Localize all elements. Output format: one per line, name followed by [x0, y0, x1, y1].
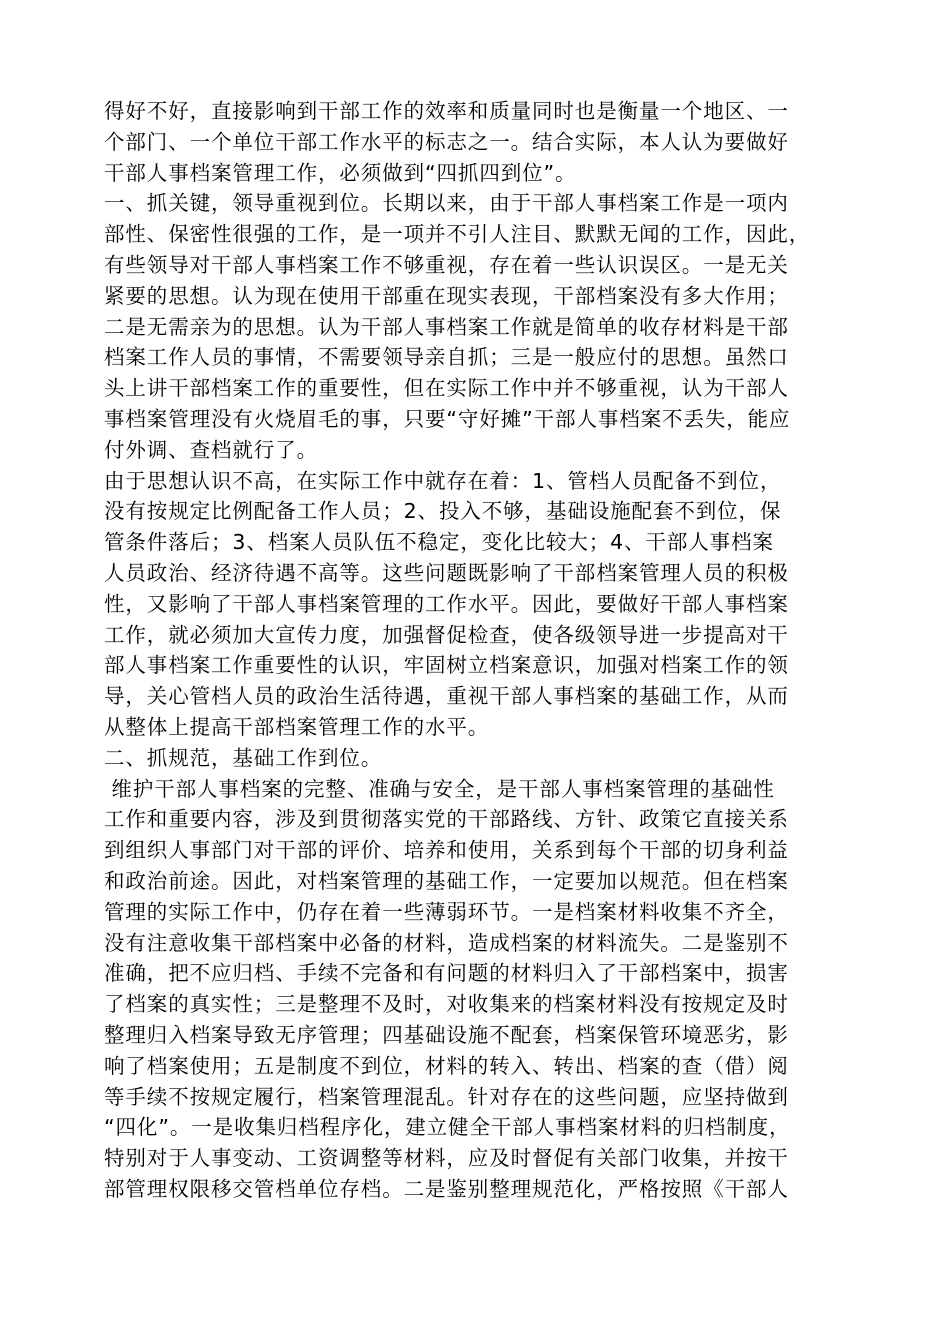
text-line: 由于思想认识不高，在实际工作中就存在着：1、管档人员配备不到位，	[104, 468, 782, 493]
text-line: 工作和重要内容，涉及到贯彻落实党的干部路线、方针、政策它直接关系	[104, 807, 789, 832]
text-line: 响了档案使用；五是制度不到位，材料的转入、转出、档案的查（借）阅	[104, 1053, 789, 1078]
text-line: 得好不好，直接影响到干部工作的效率和质量同时也是衡量一个地区、一	[104, 99, 789, 123]
text-line: “四化”。一是收集归档程序化，建立健全干部人事档案材料的归档制度，	[104, 1115, 791, 1140]
text-line: 事档案管理没有火烧眉毛的事，只要“守好摊”干部人事档案不丢失，能应	[104, 406, 791, 431]
text-line: 部管理权限移交管档单位存档。二是鉴别整理规范化，严格按照《干部人	[104, 1176, 789, 1201]
text-line: 付外调、查档就行了。	[104, 437, 318, 462]
text-line: 紧要的思想。认为现在使用干部重在现实表现，干部档案没有多大作用；	[104, 283, 789, 308]
text-line: 维护干部人事档案的完整、准确与安全，是干部人事档案管理的基础性	[104, 776, 775, 801]
text-line: 有些领导对干部人事档案工作不够重视，存在着一些认识误区。一是无关	[104, 252, 789, 277]
text-line: 管理的实际工作中，仍存在着一些薄弱环节。一是档案材料收集不齐全，	[104, 899, 789, 924]
text-line: 没有按规定比例配备工作人员；2、投入不够，基础设施配套不到位，保	[104, 499, 782, 524]
text-line: 没有注意收集干部档案中必备的材料，造成档案的材料流失。二是鉴别不	[104, 930, 789, 955]
text-line: 准确，把不应归档、手续不完备和有问题的材料归入了干部档案中，损害	[104, 961, 789, 986]
text-line: 导，关心管档人员的政治生活待遇，重视干部人事档案的基础工作，从而	[104, 684, 789, 709]
text-line: 档案工作人员的事情，不需要领导亲自抓；三是一般应付的思想。虽然口	[104, 345, 789, 370]
text-line: 等手续不按规定履行，档案管理混乱。针对存在的这些问题，应坚持做到	[104, 1084, 789, 1109]
text-line: 二是无需亲为的思想。认为干部人事档案工作就是简单的收存材料是干部	[104, 314, 789, 339]
text-line: 管条件落后；3、档案人员队伍不稳定，变化比较大；4、干部人事档案	[104, 530, 774, 555]
text-line: 个部门、一个单位干部工作水平的标志之一。结合实际，本人认为要做好	[104, 129, 789, 154]
text-line: 到组织人事部门对干部的评价、培养和使用，关系到每个干部的切身利益	[104, 838, 789, 863]
text-line: 了档案的真实性；三是整理不及时，对收集来的档案材料没有按规定及时	[104, 992, 789, 1017]
text-line: 从整体上提高干部档案管理工作的水平。	[104, 714, 490, 739]
text-line: 部人事档案工作重要性的认识，牢固树立档案意识，加强对档案工作的领	[104, 653, 789, 678]
text-line: 特别对于人事变动、工资调整等材料，应及时督促有关部门收集，并按干	[104, 1146, 789, 1171]
text-line: 工作，就必须加大宣传力度，加强督促检查，使各级领导进一步提高对干	[104, 622, 789, 647]
text-line: 和政治前途。因此，对档案管理的基础工作，一定要加以规范。但在档案	[104, 868, 789, 893]
text-line: 人员政治、经济待遇不高等。这些问题既影响了干部档案管理人员的积极	[104, 560, 789, 585]
text-line: 整理归入档案导致无序管理；四基础设施不配套，档案保管环境恶劣，影	[104, 1022, 789, 1047]
text-line: 头上讲干部档案工作的重要性，但在实际工作中并不够重视，认为干部人	[104, 376, 789, 401]
text-line: 干部人事档案管理工作，必须做到“四抓四到位”。	[104, 160, 577, 185]
text-line: 性，又影响了干部人事档案管理的工作水平。因此，要做好干部人事档案	[104, 591, 789, 616]
text-line: 一、抓关键，领导重视到位。长期以来，由于干部人事档案工作是一项内	[104, 191, 789, 216]
text-line: 二、抓规范，基础工作到位。	[104, 745, 383, 770]
text-line: 部性、保密性很强的工作，是一项并不引人注目、默默无闻的工作，因此，	[104, 222, 811, 247]
document-body-text	[104, 96, 864, 1205]
